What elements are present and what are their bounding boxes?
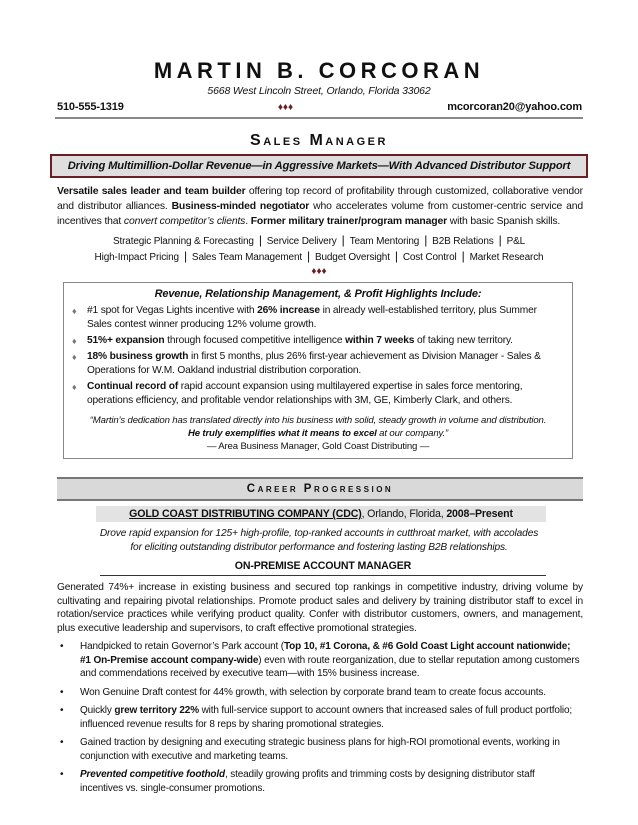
text-segment: 51%+ expansion: [87, 335, 165, 346]
text-segment: with basic Spanish skills.: [446, 216, 561, 227]
text-segment: in first 5 months, plus 26% first-year achievement as Division Manager - Sales & Operations for W.M. Oakland industrial distribution corporation.: [87, 351, 541, 376]
keyword: B2B Relations: [432, 236, 494, 247]
achievement-bullet: [57, 768, 580, 795]
keywords-row-1: [0, 233, 638, 249]
keyword: Cost Control: [402, 252, 457, 263]
keyword: Budget Oversight: [314, 252, 390, 263]
diamond-bullet-icon: ♦: [72, 382, 77, 392]
quote-attribution: — Area Business Manager, Gold Coast Distributing —: [206, 441, 430, 452]
diamond-bullet-icon: ♦: [72, 352, 77, 362]
role-title: ON-PREMISE ACCOUNT MANAGER: [100, 559, 546, 576]
keyword: P&L: [506, 236, 526, 247]
highlight-item: [72, 334, 564, 348]
keyword-separator: |: [341, 233, 345, 247]
achievement-bullet: [57, 704, 580, 731]
bullet-icon: •: [60, 686, 64, 698]
text-segment: Quickly: [80, 705, 115, 716]
achievement-bullet: [57, 686, 580, 700]
keyword-separator: |: [394, 249, 398, 263]
diamond-divider-icon: ♦♦♦: [277, 102, 294, 113]
highlight-item: [72, 304, 564, 332]
keyword: Market Research: [469, 252, 544, 263]
diamond-divider-icon: ♦♦♦: [311, 266, 327, 277]
company-location: , Orlando, Florida,: [361, 508, 447, 520]
testimonial-quote: [72, 414, 564, 453]
text-segment: 26% increase: [257, 305, 320, 316]
text-segment: .: [245, 216, 251, 227]
text-segment: Gained traction by designing and executing strategic business plans for high-ROI promotional events, working in conjunction with executive and marketing teams.: [80, 737, 560, 762]
description-line: Drove rapid expansion for 125+ high-profile, top-ranked accounts in cutthroat market, with accolades: [99, 528, 539, 539]
text-segment: rapid account expansion using multilayered expertise in sales force mentoring, operations efficiency, and profitable vendor relationships with 3M, GE, Kimberly Clark, and others.: [87, 381, 523, 406]
header-rule: [55, 117, 583, 119]
quote-line: “Martin’s dedication has translated directly into his business with solid, steady growth in volume and distribution.: [89, 415, 547, 426]
text-segment: #1 spot for Vegas Lights incentive with: [87, 305, 258, 316]
text-segment: Versatile sales leader and team builder: [57, 186, 246, 197]
text-segment: convert competitor’s clients: [123, 216, 246, 227]
keywords-row-2: [0, 249, 638, 265]
keyword-separator: |: [498, 233, 502, 247]
text-segment: through focused competitive intelligence: [164, 335, 346, 346]
career-section-heading: Career Progression: [57, 477, 583, 501]
address: 5668 West Lincoln Street, Orlando, Florida 33062: [207, 85, 431, 97]
company-description: [0, 527, 638, 555]
diamond-bullet-icon: ♦: [72, 336, 77, 346]
text-segment: Former military trainer/program manager: [250, 216, 447, 227]
tagline-banner: Driving Multimillion-Dollar Revenue—in Aggressive Markets—With Advanced Distributor Support: [50, 154, 588, 178]
text-segment: with full-service support to account owners that increased sales of full product portfolio; influenced revenue results for 8 reps by sharing promotional strategies.: [80, 705, 572, 730]
keyword: High-Impact Pricing: [94, 252, 179, 263]
achievement-list: [57, 640, 580, 795]
company-dates: 2008–Present: [446, 508, 513, 520]
text-segment: grew territory 22%: [114, 705, 199, 716]
quote-emphasis: He truly exemplifies what it means to excel: [187, 428, 377, 439]
keyword: Sales Team Management: [191, 252, 302, 263]
diamond-bullet-icon: ♦: [72, 306, 77, 316]
text-segment: offering top record of profitability through customized, collaborative vendor and distributor alliances.: [57, 186, 583, 212]
keyword-separator: |: [307, 249, 310, 263]
quote-end: at our company.”: [376, 428, 449, 439]
keyword-separator: |: [461, 249, 465, 263]
keyword-separator: |: [258, 233, 262, 247]
bullet-icon: •: [60, 769, 64, 780]
role-summary: Generated 74%+ increase in existing business and secured top rankings in competitive industry, driving volume by cultivating and repairing pivotal relationships. Promote product sales and delivery by training distributor staff to excel in rotation/service practices while verifying product quality. Confer with distributor customers, owners, and management, plus executive leadership and supervisors, to craft effective promotional strategies.: [57, 582, 583, 634]
keyword-separator: |: [183, 249, 187, 263]
summary-paragraph: [57, 184, 583, 229]
bullet-icon: •: [60, 705, 64, 716]
job-title: Sales Manager: [250, 132, 388, 149]
achievement-bullet: [57, 640, 580, 681]
text-segment: , steadily growing profits and trimming costs by designing distributor staff incentives vs. single-consumer promotions.: [80, 769, 535, 794]
keyword: Team Mentoring: [349, 236, 420, 247]
highlights-box: [63, 282, 573, 459]
contact-line: [57, 100, 582, 115]
keyword-separator: |: [424, 233, 428, 247]
bullet-icon: •: [60, 737, 64, 748]
keyword: Service Delivery: [266, 236, 337, 247]
description-line: for eliciting outstanding distributor performance and fostering lasting B2B relationships.: [130, 542, 508, 553]
text-segment: Prevented competitive foothold: [80, 769, 225, 780]
text-segment: 18% business growth: [87, 351, 189, 362]
company-line: [96, 506, 546, 522]
achievement-bullet: [57, 736, 580, 763]
highlight-item: [72, 350, 564, 378]
text-segment: of taking new territory.: [414, 335, 513, 346]
text-segment: ) even with route reorganization, due to stellar reputation among customers and commendations received by executive team—with 15% business increase.: [80, 654, 580, 679]
email: mcorcoran20@yahoo.com: [447, 101, 582, 113]
keyword: Strategic Planning & Forecasting: [112, 236, 254, 247]
bullet-icon: •: [60, 641, 64, 652]
candidate-name: MARTIN B. CORCORAN: [153, 58, 485, 83]
text-segment: Top 10, #1 Corona, & #6 Gold Coast Light account nationwide; #1 On-Premise account company-wide: [80, 641, 571, 666]
text-segment: in already well-established territory, plus Summer Sales contest winner producing 12% volume growth.: [87, 305, 537, 330]
text-segment: within 7 weeks: [345, 335, 415, 346]
company-name: GOLD COAST DISTRIBUTING COMPANY (CDC): [129, 508, 362, 520]
text-segment: Won Genuine Draft contest for 44% growth, with selection by corporate brand team to create focus accounts.: [80, 686, 546, 698]
highlight-item: [72, 380, 564, 408]
text-segment: who accelerates volume from customer-centric service and incentives that: [57, 201, 583, 227]
text-segment: Handpicked to retain Governor’s Park account (: [80, 641, 284, 652]
highlights-title: Revenue, Relationship Management, & Profit Highlights Include:: [154, 288, 482, 300]
text-segment: Business-minded negotiator: [171, 201, 310, 212]
phone: 510-555-1319: [57, 101, 124, 113]
text-segment: Continual record of: [87, 381, 179, 392]
